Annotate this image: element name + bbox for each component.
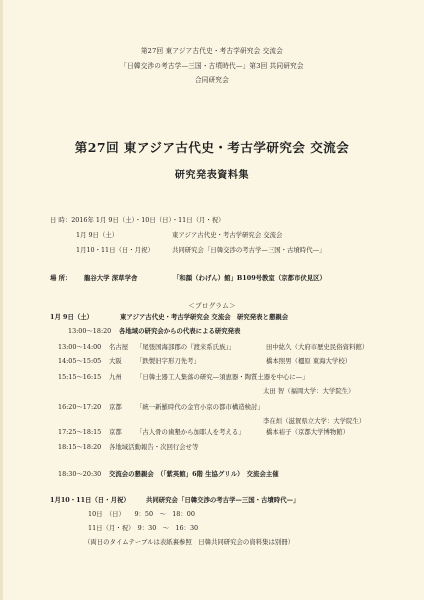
schedule-row1-date: 1月 9日（土） [76,231,119,239]
talk-time: 13:00〜14:00 [58,343,102,351]
talk-region: 大阪 [109,357,122,365]
day2-row-1: 10日 （日） 9：50 〜 18：00 [88,510,195,518]
closing-text: 各地域活動報告・次回行会せ等 [109,443,199,451]
day2-date: 1月10・11日（日・月祝） [50,496,130,504]
talk-region: 九州 [109,373,122,381]
program-heading: ＜プログラム＞ [188,302,236,310]
schedule-row1-event: 東アジア古代史・考古学研究会 交流会 [172,231,283,239]
talk-title: 「尾張国海部郡の『渡来系氏族』」 [136,343,236,351]
talk-region: 京都 [109,403,122,411]
venue-place-2: 「和顔（わげん）館」B109号教室（京都市伏見区） [173,274,326,282]
talk-region: 名古屋 [109,343,129,351]
talk-title: 「統一新羅時代の金官小京の都市構造検討」 [136,403,264,411]
talk-speaker: 太田 智（福岡大学：大学院生） [263,387,355,395]
talk-speaker: 橋本裕子（京都大学博物館） [266,428,350,436]
day2-row-2: 11日（月・祝） 9：30 〜 16：30 [88,524,199,532]
talk-time: 17:25〜18:15 [58,428,102,436]
schedule-label: 日 時：2016年 1月 9日（土）・10日（日）・11日（月・祝） [50,216,225,224]
day1-date: 1月 9日（土） [50,313,94,321]
header-line-2: 「日韓交渉の考古学—三国・古墳時代—」第3回 共同研究会 [120,62,304,70]
subtitle: 研究発表資料集 [174,170,250,181]
day1-title: 東アジア古代史・考古学研究会 交流会 研究発表と懇親会 [120,313,289,321]
venue-place-1: 龍谷大学 深草学舎 [84,274,138,282]
talk-time: 14:05〜15:05 [58,357,102,365]
schedule-row2-event: 共同研究会「日韓交渉の考古学—三国・古墳時代—」 [172,246,326,254]
party-text: 交流会の懇親会 （「紫英館」6階 生協グリル） 交流会主催 [109,470,279,478]
talk-title: 「鉄製旧字形刀先考」 [136,357,200,365]
intro-time: 13:00〜18:20 [68,327,112,335]
talk-speaker: 橋本照男（橿原 東海大学校） [266,357,352,365]
party-time: 18:30〜20:30 [58,470,102,478]
talk-title: 「日韓土器工人集落の研究—須恵器・陶質土器を中心に—」 [136,373,309,381]
header-line-3: 合同研究会 [195,76,229,84]
closing-time: 18:15〜18:20 [58,443,102,451]
main-title: 第27回 東アジア古代史・考古学研究会 交流会 [74,140,350,155]
program-note: （両日のタイムテーブルは表紙裏参照 日韓共同研究会の資料集は別冊） [84,538,295,546]
talk-region: 京都 [109,428,122,436]
venue-label: 場 所： [50,274,72,282]
talk-title: 「古人骨の歯墾から加耶人を考える」 [136,428,245,436]
schedule-row2-date: 1月10・11日（日・月祝） [76,246,154,254]
talk-speaker: 田中紘久（大府市歴史民俗資料館） [266,343,369,351]
talk-time: 15:15〜16:15 [58,373,102,381]
talk-time: 16:20〜17:20 [58,403,102,411]
day2-title: 共同研究会「日韓交渉の考古学—三国・古墳時代—」 [146,496,300,504]
header-line-1: 第27回 東アジア古代史・考古学研究会 交流会 [140,47,284,55]
talk-speaker: 李在烜（滋賀県立大学：大学院生） [263,417,366,425]
intro-text: 各地域の研究会からの代表による研究発表 [119,327,241,335]
